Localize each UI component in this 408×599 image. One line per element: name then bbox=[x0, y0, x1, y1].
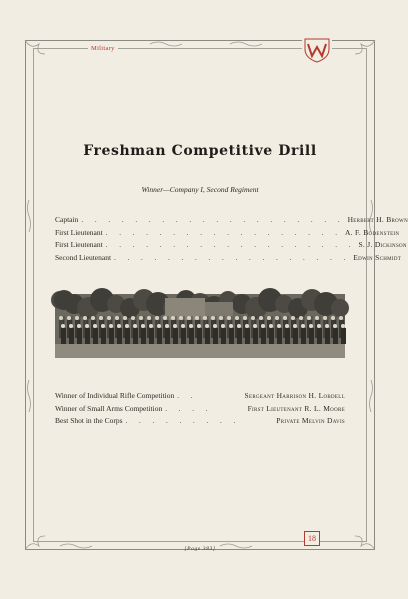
page-footer: [Page 383] bbox=[184, 546, 216, 552]
award-winner: First Lieutenant R. L. Moore bbox=[247, 403, 345, 413]
roster-row bbox=[55, 227, 400, 241]
award-title: Best Shot in the Corps bbox=[55, 416, 123, 425]
company-photo bbox=[55, 294, 345, 358]
roster-role: First Lieutenant bbox=[55, 227, 103, 237]
award-row bbox=[55, 391, 345, 404]
page-number-badge: 18 bbox=[304, 531, 320, 546]
monogram-logo bbox=[302, 37, 332, 63]
section-label: Military bbox=[88, 45, 118, 52]
roster-name: A. F. Bodenstein bbox=[344, 227, 400, 237]
roster-role: Captain bbox=[55, 215, 79, 224]
page-title: Freshman Competitive Drill bbox=[83, 143, 317, 159]
award-winner: Private Melvin Davis bbox=[276, 416, 345, 425]
award-row bbox=[55, 416, 345, 429]
award-title: Winner of Small Arms Competition bbox=[55, 403, 163, 413]
roster-name: Herbert H. Brown bbox=[347, 215, 408, 224]
page-subtitle: Winner—Company I, Second Regiment bbox=[141, 185, 259, 194]
officer-roster bbox=[55, 215, 408, 265]
award-row bbox=[55, 404, 345, 417]
leader-dots: . . . . . . . . . . . . . . . . . . bbox=[114, 253, 351, 262]
roster-row bbox=[55, 240, 407, 253]
leader-dots: . . . . . . . . . . . . . . . . . . bbox=[105, 228, 342, 237]
award-winner: Sergeant Harrison H. Lobdell bbox=[244, 391, 345, 400]
roster-role: First Lieutenant bbox=[55, 240, 103, 249]
roster-name: S. J. Dickinson bbox=[358, 240, 407, 249]
roster-row bbox=[55, 252, 402, 266]
roster-name: Edwin Schmidt bbox=[353, 252, 402, 262]
awards-list bbox=[55, 391, 345, 429]
roster-row bbox=[55, 215, 408, 228]
leader-dots: . . . . . . . . . . . . . . . . . . . . bbox=[81, 216, 345, 224]
leader-dots: . . . . bbox=[165, 404, 213, 413]
award-title: Winner of Individual Rifle Competition bbox=[55, 391, 175, 400]
leader-dots: . . . . . . . . . . . . . . . . . . . bbox=[105, 241, 356, 249]
roster-role: Second Lieutenant bbox=[55, 252, 112, 262]
leader-dots: . . . . . . . . . bbox=[125, 417, 241, 425]
leader-dots: . . bbox=[177, 392, 198, 400]
